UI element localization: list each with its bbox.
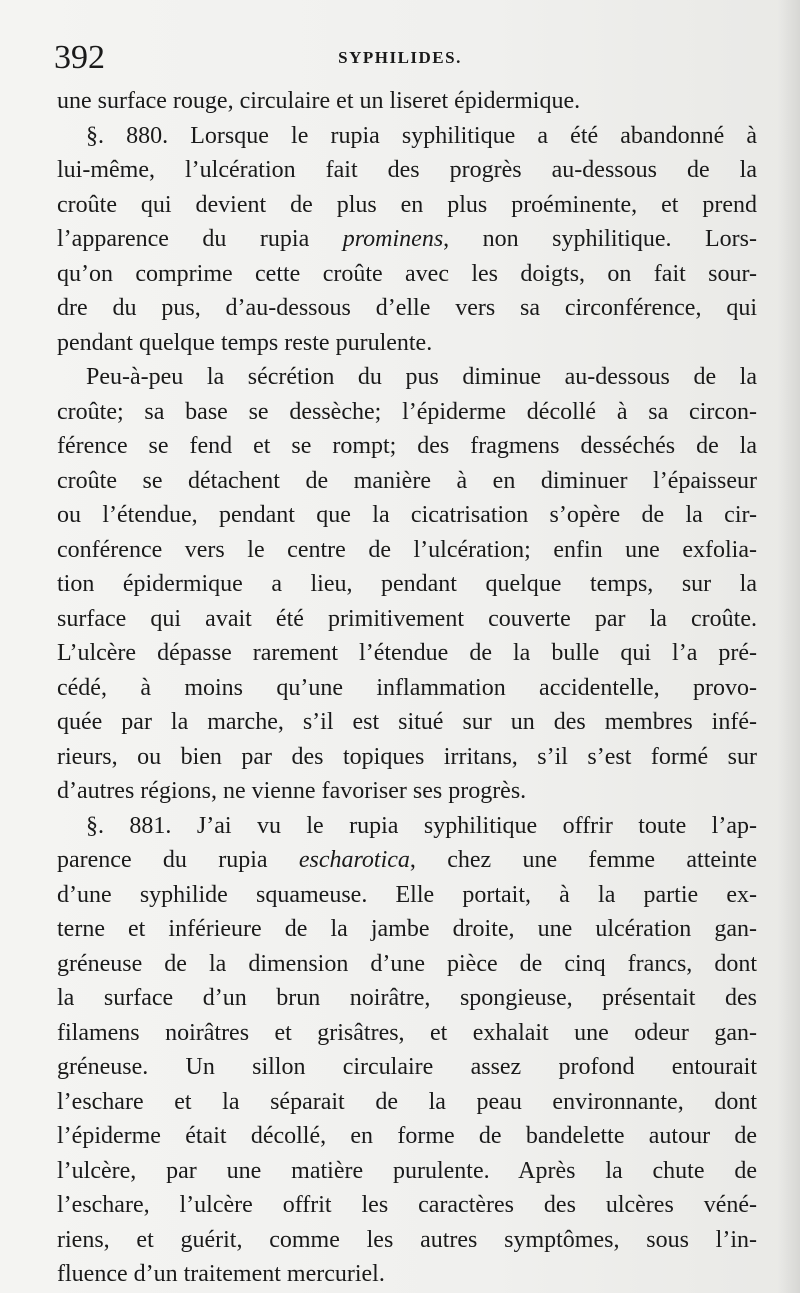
text-line: fluence d’un traitement mercuriel. [57, 1261, 385, 1287]
text-line: cédé, à moins qu’une inflammation accidentelle, provo- [57, 674, 757, 701]
page-header [50, 38, 750, 78]
body-text [57, 84, 757, 1292]
text-line: qu’on comprime cette croûte avec les doigts, on fait sour- [57, 260, 757, 287]
text-line: L’ulcère dépasse rarement l’étendue de la bulle qui l’a pré- [57, 640, 757, 666]
text-line: pendant quelque temps reste purulente. [57, 329, 433, 356]
page-edge-shadow [778, 0, 800, 1293]
text-line: filamens noirâtres et grisâtres, et exhalait une odeur gan- [57, 1019, 757, 1046]
italic-term: prominens [342, 226, 444, 252]
text-segment: parence du rupia [57, 847, 299, 873]
text-line: la surface d’un brun noirâtre, spongieuse, présentait des [57, 985, 757, 1011]
text-segment: l’apparence du rupia [57, 226, 343, 252]
text-line: tion épidermique a lieu, pendant quelque temps, sur la [57, 571, 757, 597]
text-segment: , non syphilitique. Lors- [443, 226, 757, 252]
text-line: §. 880. Lorsque le rupia syphilitique a été abandonné à [86, 122, 757, 149]
running-head: SYPHILIDES. [338, 48, 462, 67]
text-line: terne et inférieure de la jambe droite, une ulcération gan- [57, 916, 757, 942]
text-line: croûte qui devient de plus en plus proéminente, et prend [57, 191, 757, 218]
text-line [57, 843, 757, 878]
text-line: §. 881. J’ai vu le rupia syphilitique offrir toute l’ap- [86, 812, 757, 839]
text-line: l’eschare et la séparait de la peau environnante, dont [57, 1088, 757, 1115]
text-line: dre du pus, d’au-dessous d’elle vers sa circonférence, qui [57, 295, 757, 321]
text-line: d’une syphilide squameuse. Elle portait, à la partie ex- [57, 881, 757, 908]
text-segment: , chez une femme atteinte [409, 847, 757, 873]
page-number: 392 [54, 39, 105, 76]
text-line [57, 222, 757, 257]
text-line: l’ulcère, par une matière purulente. Après la chute de [57, 1157, 757, 1184]
text-line: férence se fend et se rompt; des fragmens desséchés de la [57, 433, 757, 459]
text-line: conférence vers le centre de l’ulcération; enfin une exfolia- [57, 536, 757, 563]
text-line: rieurs, ou bien par des topiques irritans, s’il s’est formé sur [57, 743, 757, 770]
text-line: l’eschare, l’ulcère offrit les caractères des ulcères véné- [57, 1192, 757, 1218]
text-line: d’autres régions, ne vienne favoriser ses progrès. [57, 778, 527, 804]
text-line: lui-même, l’ulcération fait des progrès au-dessous de la [57, 157, 757, 183]
text-line: croûte se détachent de manière à en diminuer l’épaisseur [57, 467, 757, 494]
text-line: quée par la marche, s’il est situé sur un des membres infé- [57, 709, 757, 735]
text-line: ou l’étendue, pendant que la cicatrisation s’opère de la cir- [57, 502, 757, 528]
text-line: gréneuse de la dimension d’une pièce de cinq francs, dont [57, 950, 757, 977]
text-line: riens, et guérit, comme les autres symptômes, sous l’in- [57, 1226, 757, 1253]
text-line: Peu-à-peu la sécrétion du pus diminue au-dessous de la [86, 364, 757, 390]
text-line: une surface rouge, circulaire et un liseret épidermique. [57, 88, 581, 114]
text-line: croûte; sa base se dessèche; l’épiderme décollé à sa circon- [57, 398, 757, 425]
text-line: gréneuse. Un sillon circulaire assez profond entourait [57, 1054, 757, 1080]
text-line: surface qui avait été primitivement couverte par la croûte. [57, 605, 757, 632]
text-line: l’épiderme était décollé, en forme de bandelette autour de [57, 1123, 757, 1149]
italic-term: escharotica [298, 847, 410, 873]
